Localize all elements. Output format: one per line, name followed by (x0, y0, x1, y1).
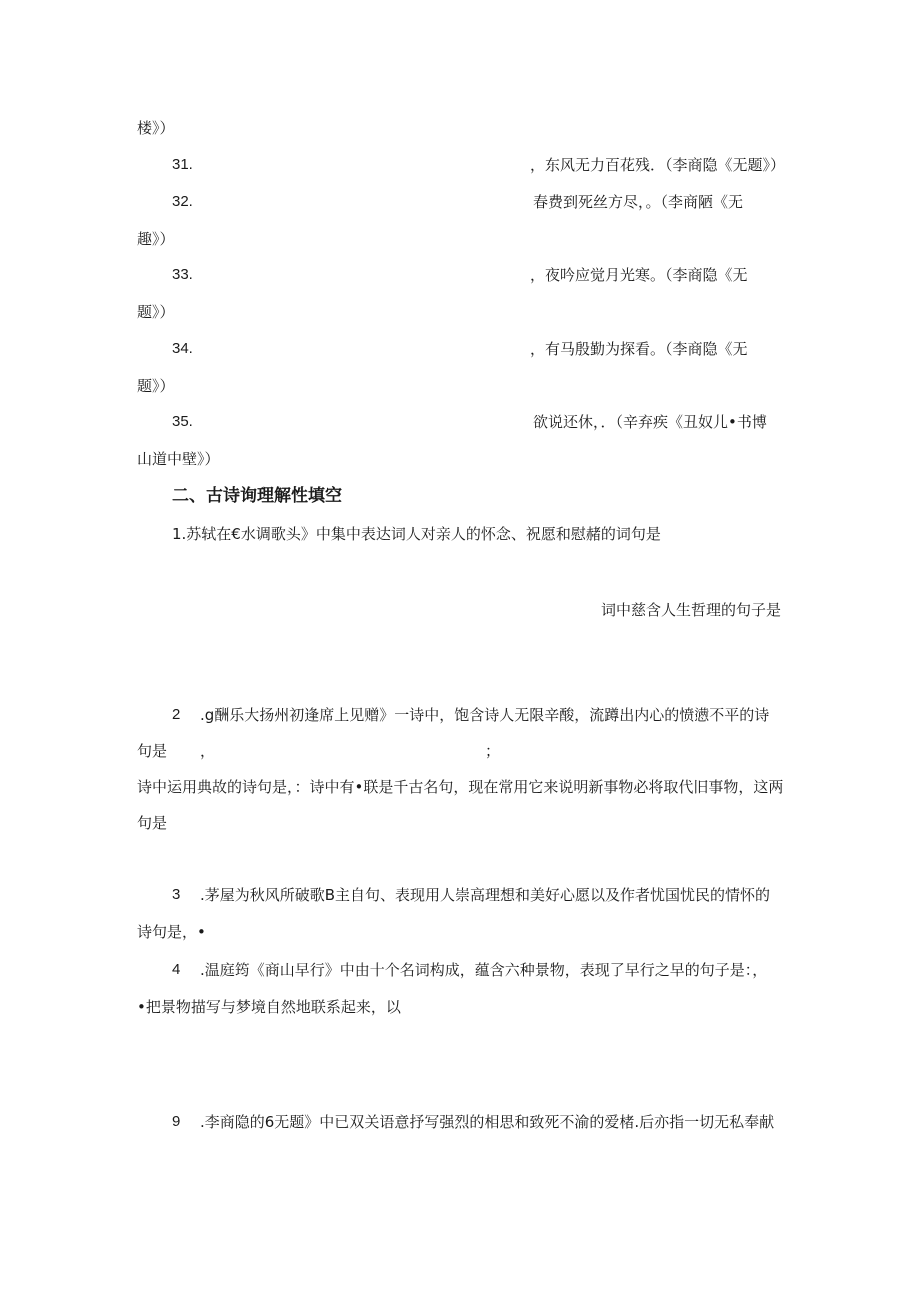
question-9-number: 9 (172, 1113, 181, 1130)
question-9-line-1: .李商隐的6无题》中已双关语意抒写强烈的相思和致死不渝的爱楮.后亦指一切无私奉献 (200, 1113, 775, 1131)
question-2-line-2-semicolon: ； (485, 742, 501, 760)
question-2-number: 2 (172, 706, 181, 723)
question-2-line-3: 诗中运用典故的诗句是，：诗中有•联是千古名句，现在常用它来说明新事物必将取代旧事物，这两 (137, 778, 784, 796)
question-1-second-part: 词中慈含人生哲理的句子是 (601, 601, 782, 619)
question-4-line-2: •把景物描写与梦境自然地联系起来，以 (137, 998, 401, 1016)
question-2-line-2-comma: ， (200, 742, 216, 760)
item-34-text: ，有马殷勤为探看。（李商隐《无 (530, 340, 748, 358)
item-number-32: 32. (172, 193, 193, 210)
item-32-text: 春费到死丝方尽，。（李商陋《无 (533, 193, 744, 211)
item-number-34: 34. (172, 340, 193, 357)
question-4-line-1: .温庭筠《商山早行》中由十个名词构成，蕴含六种景物，表现了早行之早的句子是：， (200, 961, 768, 979)
question-1-text: 1.苏轼在€水调歌头》中集中表达词人对亲人的怀念、祝愿和慰赭的词句是 (172, 525, 661, 543)
item-number-31: 31. (172, 156, 193, 173)
continued-citation: 楼》） (137, 119, 175, 137)
question-2-line-2-start: 句是 (137, 742, 168, 760)
question-4-number: 4 (172, 961, 181, 978)
question-2-line-4: 句是 (137, 814, 168, 832)
question-3-line-2: 诗句是，• (137, 923, 206, 941)
question-3-line-1: .茅屋为秋风所破歌B主自句、表现用人崇高理想和美好心愿以及作者忧国忧民的情怀的 (200, 886, 771, 904)
item-31-text: ，东风无力百花残．（李商隐《无题》） (530, 156, 786, 174)
item-number-35: 35. (172, 413, 193, 430)
section-title: 二、古诗询理解性填空 (172, 486, 342, 506)
item-34-continuation: 题》） (137, 377, 175, 395)
question-2-line-1: .g酬乐大扬州初逢席上见赠》一诗中，饱含诗人无限辛酸，流蹲出内心的愤懑不平的诗 (200, 706, 770, 724)
item-33-continuation: 题》） (137, 303, 175, 321)
question-3-number: 3 (172, 886, 181, 903)
item-35-text: 欲说还休，．（辛弃疾《丑奴儿•书博 (533, 413, 767, 431)
item-number-33: 33. (172, 266, 193, 283)
item-35-continuation: 山道中壁》） (137, 450, 220, 468)
item-32-continuation: 趣》） (137, 230, 175, 248)
item-33-text: ，夜吟应觉月光寒。（李商隐《无 (530, 266, 748, 284)
